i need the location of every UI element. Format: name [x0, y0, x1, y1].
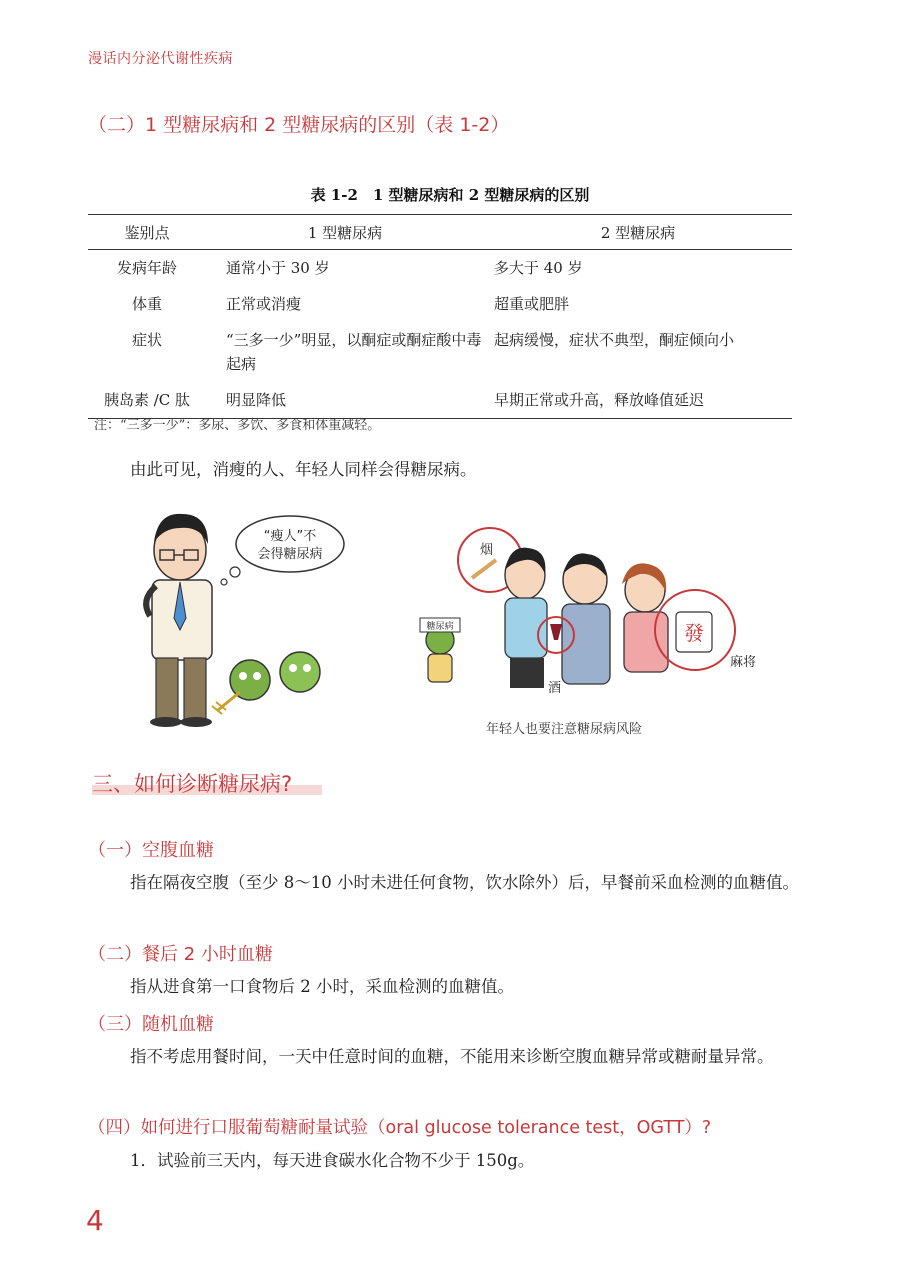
table-cell: 发病年龄	[116, 259, 177, 277]
subsection-1-heading: （一）空腹血糖	[88, 840, 214, 861]
label-diabetes: 糖尿病	[426, 622, 454, 632]
table-cell: 通常小于 30 岁	[226, 259, 330, 277]
green-germ-monsters	[212, 652, 320, 714]
page-number: 4	[86, 1204, 104, 1237]
young-people-figures	[505, 548, 668, 688]
header-criterion: 鉴别点	[124, 223, 170, 242]
label-wine: 酒	[548, 681, 562, 696]
comparison-table	[88, 214, 792, 419]
section-2-heading: （二）1 型糖尿病和 2 型糖尿病的区别（表 1-2）	[88, 114, 510, 136]
table-cell: 多大于 40 岁	[494, 259, 583, 277]
running-head: 漫话内分泌代谢性疾病	[88, 51, 233, 67]
table-cell: 起病缓慢，症状不典型，酮症倾向小	[494, 331, 735, 349]
illustration-caption: 年轻人也要注意糖尿病风险	[486, 722, 643, 737]
table-cell: 明显降低	[226, 391, 287, 409]
table-cell: 胰岛素 /C 肽	[103, 391, 191, 409]
table-caption: 表 1-2 1 型糖尿病和 2 型糖尿病的区别	[310, 186, 590, 204]
table-header-row	[88, 215, 792, 250]
table-cell: 症状	[131, 331, 162, 349]
header-type2: 2 型糖尿病	[600, 223, 676, 242]
subsection-1-text: 指在隔夜空腹（至少 8～10 小时未进任何食物，饮水除外）后，早餐前采血检测的血糖值。	[130, 873, 799, 892]
table-note: 注：“三多一少”：多尿、多饮、多食和体重减轻。	[94, 418, 381, 433]
cartoon-illustration	[100, 500, 800, 750]
table-cell: 超重或肥胖	[494, 295, 570, 313]
subsection-4-heading: （四）如何进行口服葡萄糖耐量试验（oral glucose tolerance test，OGTT）?	[88, 1118, 712, 1138]
risk-circle-mahjong	[655, 590, 756, 670]
thin-man-figure	[146, 514, 212, 727]
subsection-2-heading: （二）餐后 2 小时血糖	[88, 944, 273, 965]
diabetes-monster	[420, 618, 460, 682]
label-fa: 發	[684, 621, 704, 645]
subsection-4-text: 1．试验前三天内，每天进食碳水化合物不少于 150g。	[130, 1151, 535, 1170]
table-cell: “三多一少”明显，以酮症或酮症酸中毒起病	[226, 331, 482, 373]
subsection-3-text: 指不考虑用餐时间，一天中任意时间的血糖，不能用来诊断空腹血糖异常或糖耐量异常。	[130, 1047, 774, 1066]
subsection-3-heading: （三）随机血糖	[88, 1014, 214, 1035]
table-row	[88, 250, 792, 287]
label-mahjong: 麻将	[730, 655, 757, 670]
table-cell: 早期正常或升高，释放峰值延迟	[494, 391, 705, 409]
table-row	[88, 286, 792, 322]
bubble-text-line2: 会得糖尿病	[257, 547, 323, 562]
summary-line: 由此可见，消瘦的人、年轻人同样会得糖尿病。	[130, 460, 477, 479]
table-row	[88, 322, 792, 382]
header-type1: 1 型糖尿病	[307, 223, 383, 242]
bubble-text-line1: “瘦人”不	[263, 529, 317, 544]
table-cell: 体重	[131, 295, 162, 313]
label-smoke: 烟	[480, 543, 494, 558]
thought-bubble	[221, 516, 344, 585]
table-cell: 正常或消瘦	[226, 295, 302, 313]
section-3-title: 三、如何诊断糖尿病?	[92, 772, 293, 796]
subsection-2-text: 指从进食第一口食物后 2 小时，采血检测的血糖值。	[130, 977, 514, 996]
